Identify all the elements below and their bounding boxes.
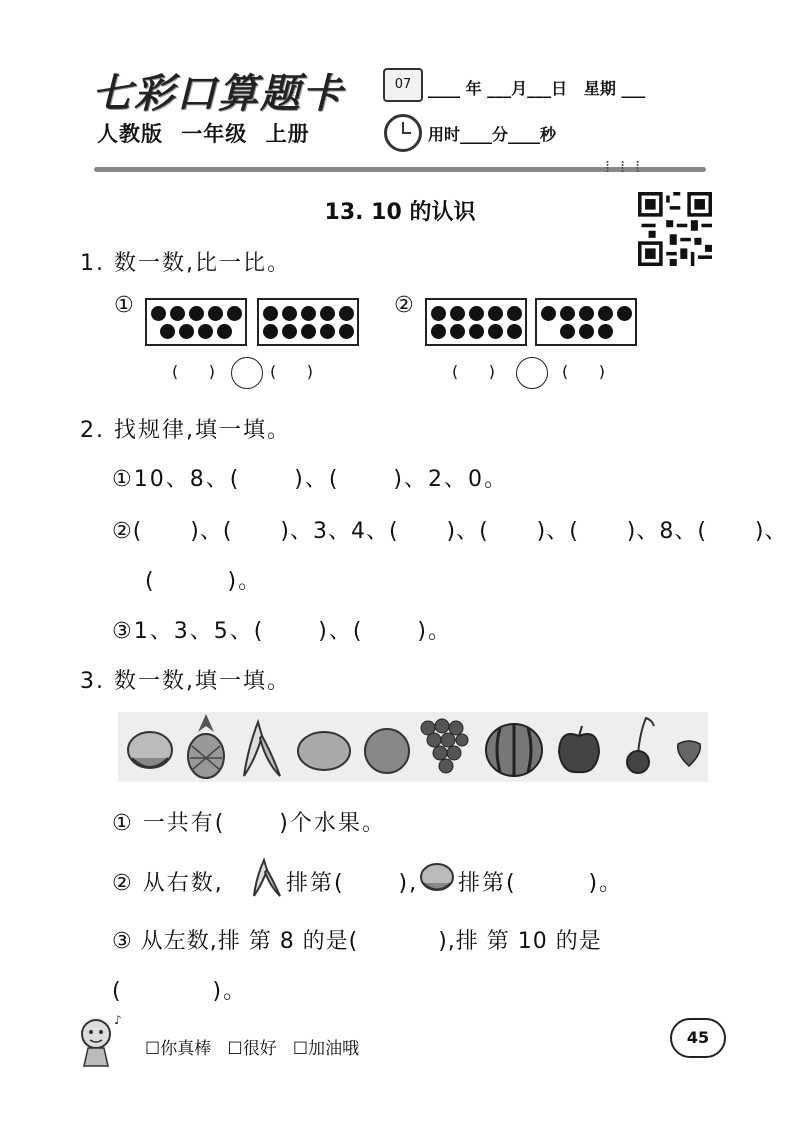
counter-dot: [320, 324, 335, 339]
counter-dot: [431, 324, 446, 339]
cherry-icon: [618, 714, 658, 776]
counter-dot: [151, 306, 166, 321]
counter-dot: [320, 306, 335, 321]
orange-icon: [362, 726, 412, 776]
counter-dot: [263, 324, 278, 339]
lesson-title: 13. 10 的认识: [324, 200, 476, 225]
q1-group2-label: ②: [394, 293, 414, 318]
answer-blank[interactable]: ( ): [452, 362, 495, 381]
counter-dot: [488, 306, 503, 321]
counter-dot: [282, 324, 297, 339]
counter-dot: [282, 306, 297, 321]
counter-dot: [339, 306, 354, 321]
q3-line-2-end: 排第( )。: [458, 871, 624, 896]
edition-subtitle: 人教版 一年级 上册: [97, 122, 310, 146]
answer-blank[interactable]: ( ): [270, 362, 313, 381]
banana-icon: [250, 858, 284, 898]
compare-circle[interactable]: [231, 357, 263, 389]
q3-line-3: ③ 从左数,排 第 8 的是( ),排 第 10 的是: [112, 929, 602, 954]
counter-dot: [560, 306, 575, 321]
dot-box-1a: [145, 298, 247, 346]
q3-line-1: ① 一共有( )个水果。: [112, 811, 386, 836]
counter-dot: [339, 324, 354, 339]
q3-prompt: 3. 数一数,填一填。: [80, 669, 291, 694]
dot-box-2a: [425, 298, 527, 346]
counter-dot: [189, 306, 204, 321]
dot-box-1b: [257, 298, 359, 346]
counter-dot: [598, 324, 613, 339]
q3-line-4: ( )。: [112, 979, 248, 1004]
counter-dot: [469, 324, 484, 339]
counter-dot: [507, 324, 522, 339]
q2-line-1: ①10、8、( )、( )、2、0。: [112, 467, 508, 492]
counter-dot: [450, 324, 465, 339]
time-line: 用时____分____秒: [428, 125, 557, 144]
counter-dot: [170, 306, 185, 321]
counter-dot: [431, 306, 446, 321]
counter-dot: [617, 306, 632, 321]
counter-dot: [579, 324, 594, 339]
counter-dot: [579, 306, 594, 321]
counter-dot: [208, 306, 223, 321]
q1-group1-label: ①: [114, 293, 134, 318]
q2-line-2: ②( )、( )、3、4、( )、( )、( )、8、( )、: [112, 519, 788, 544]
counter-dot: [301, 306, 316, 321]
q1-prompt: 1. 数一数,比一比。: [80, 251, 291, 276]
counter-dot: [469, 306, 484, 321]
peach-icon: [124, 726, 176, 776]
counter-dot: [560, 324, 575, 339]
calendar-icon: [383, 68, 423, 102]
q2-line-4: ③1、3、5、( )、( )。: [112, 619, 452, 644]
q2-line-3: ( )。: [145, 569, 263, 594]
q2-prompt: 2. 找规律,填一填。: [80, 418, 291, 443]
counter-dot: [263, 306, 278, 321]
clock-icon: [384, 114, 422, 152]
mango-icon: [296, 728, 352, 774]
q3-line-2-mid: 排第( ),: [286, 871, 419, 896]
counter-dot: [179, 324, 194, 339]
fruit-strip: [118, 712, 708, 782]
watermelon-icon: [484, 720, 544, 778]
counter-dot: [198, 324, 213, 339]
date-line: ____ 年 ___月___日 星期 ___: [428, 79, 646, 98]
counter-dot: [301, 324, 316, 339]
compare-circle[interactable]: [516, 357, 548, 389]
counter-dot: [598, 306, 613, 321]
counter-dot: [450, 306, 465, 321]
calendar-number: 07: [394, 77, 412, 92]
apple-icon: [556, 724, 602, 776]
rating-options[interactable]: ☐你真棒 ☐很好 ☐加油哦: [145, 1039, 360, 1059]
binder-rings-icon: ⁞⁞⁞: [605, 157, 651, 176]
pineapple-icon: [184, 712, 228, 780]
dot-box-2b: [535, 298, 637, 346]
counter-dot: [227, 306, 242, 321]
counter-dot: [488, 324, 503, 339]
counter-dot: [541, 306, 556, 321]
grapes-icon: [414, 712, 474, 780]
q3-line-2-start: ② 从右数,: [112, 871, 224, 896]
svg-text:♪: ♪: [114, 1013, 122, 1027]
mascot-icon: [70, 1010, 130, 1070]
counter-dot: [160, 324, 175, 339]
peach-icon: [418, 860, 456, 896]
counter-dot: [217, 324, 232, 339]
banana-icon: [238, 718, 284, 780]
answer-blank[interactable]: ( ): [562, 362, 605, 381]
brand-title: 七彩口算题卡: [92, 70, 344, 117]
answer-blank[interactable]: ( ): [172, 362, 215, 381]
strawberry-icon: [674, 736, 704, 768]
counter-dot: [507, 306, 522, 321]
page-number: 45: [670, 1018, 726, 1058]
